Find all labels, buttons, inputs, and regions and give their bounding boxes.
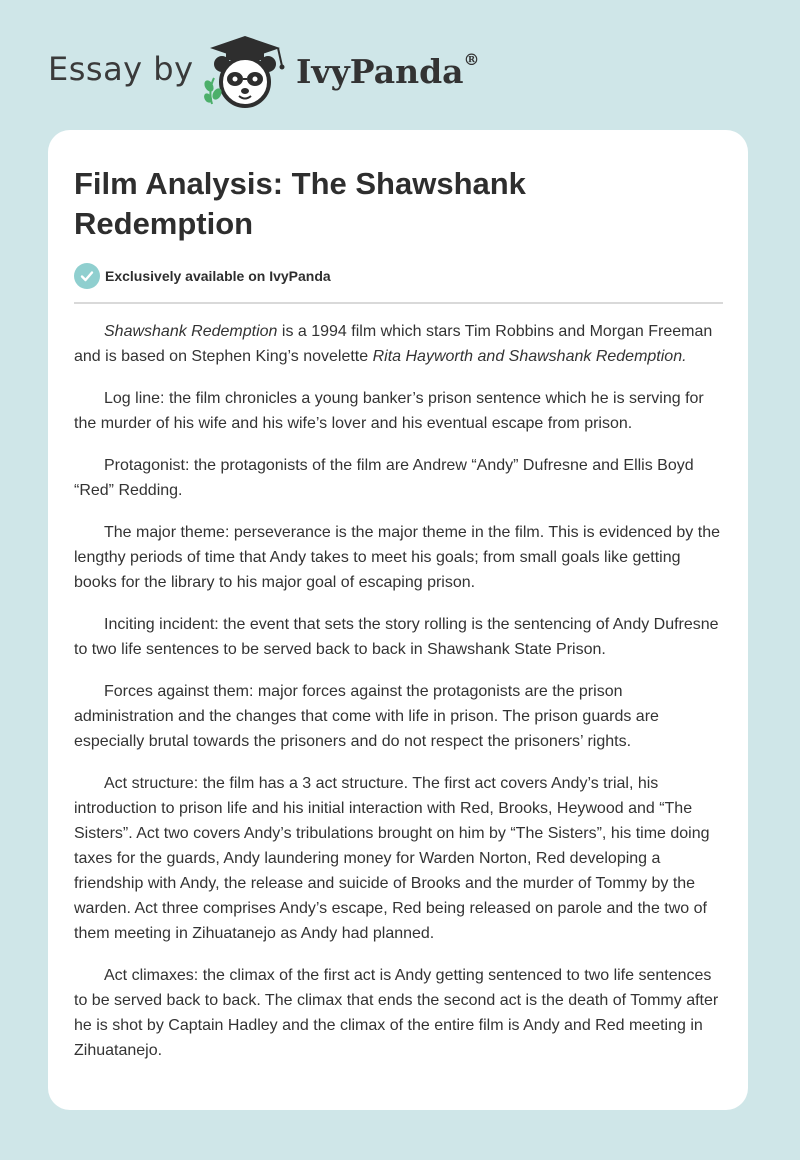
paragraph-act-structure: Act structure: the film has a 3 act structure. The first act covers Andy’s trial, his introduction to prison life and his initial interaction with Red, Brooks, Heywood and “The Sisters”. Act two covers Andy’s tribulations brought on him by “The Sisters”, his time doing taxes for the guards, Andy laundering money for Warden Norton, Red developing a friendship with Andy, the release and suicide of Brooks and the murder of Tommy by the warden. Act three comprises Andy’s escape, Red being released on parole and the two of them meeting in Zihuatanejo as Andy had planned.: [74, 775, 710, 942]
paragraph-protagonist: Protagonist: the protagonists of the film are Andrew “Andy” Dufresne and Ellis Boyd “Red” Redding.: [74, 457, 694, 499]
exclusive-badge: [74, 263, 331, 289]
site-header: [0, 0, 800, 130]
paragraph-major-theme: The major theme: perseverance is the major theme in the film. This is evidenced by the lengthy periods of time that Andy takes to meet his goals; from small goals like getting books for the library to his major goal of escaping prison.: [74, 524, 720, 591]
divider: [74, 302, 723, 304]
registered-mark: ®: [463, 50, 480, 69]
paragraph-log-line: Log line: the film chronicles a young banker’s prison sentence which he is serving for the murder of his wife and his wife’s lover and his eventual escape from prison.: [74, 390, 704, 432]
essay-by-label: Essay by: [48, 50, 194, 88]
exclusive-badge-label: Exclusively available on IvyPanda: [105, 268, 331, 284]
panda-logo-icon: [200, 34, 290, 110]
check-icon: [74, 263, 100, 289]
paragraph-inciting-incident: Inciting incident: the event that sets the story rolling is the sentencing of Andy Dufresne to two life sentences to be served back to back in Shawshank State Prison.: [74, 616, 719, 658]
page-title: Film Analysis: The Shawshank Redemption: [74, 166, 526, 241]
paragraph-intro: Shawshank Redemption is a 1994 film which stars Tim Robbins and Morgan Freeman and is based on Stephen King’s novelette Rita Hayworth and Shawshank Redemption.: [74, 323, 713, 365]
essay-card: [48, 130, 748, 1110]
essay-body: [74, 319, 724, 1080]
brand-name: IvyPanda®: [296, 50, 480, 91]
paragraph-act-climaxes: Act climaxes: the climax of the first act is Andy getting sentenced to two life sentences to be served back to back. The climax that ends the second act is the death of Tommy after he is shot by Captain Hadley and the climax of the entire film is Andy and Red meeting in Zihuatanejo.: [74, 967, 719, 1059]
paragraph-forces-against: Forces against them: major forces against the protagonists are the prison administration and the changes that come with life in prison. The prison guards are especially brutal towards the prisoners and do not respect the prisoners’ rights.: [74, 683, 659, 750]
